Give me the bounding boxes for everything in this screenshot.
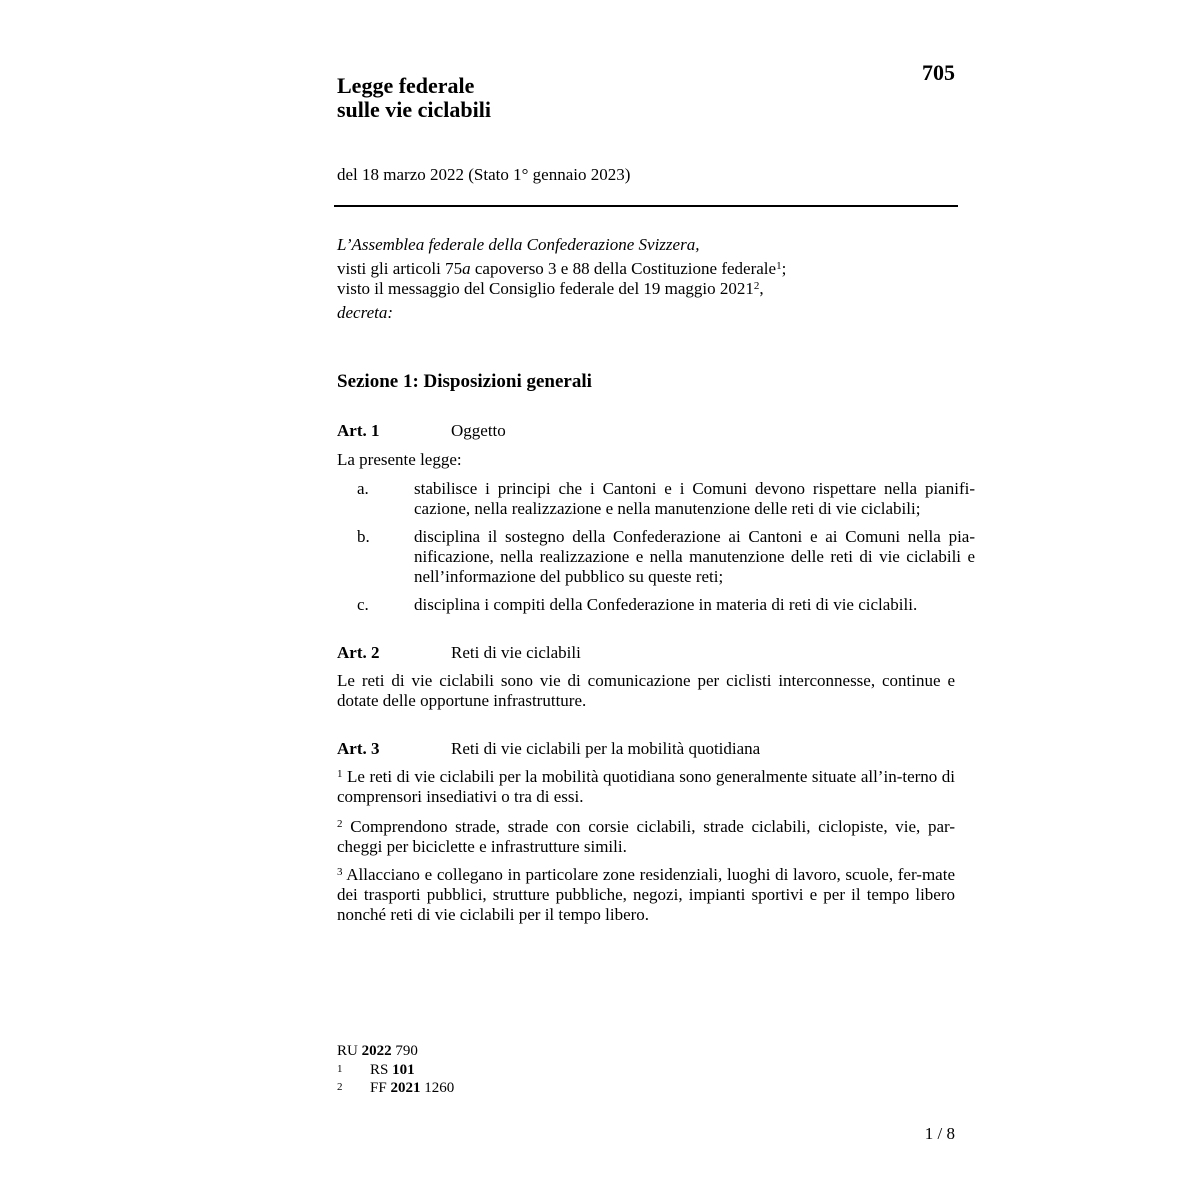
sr-number: 705 xyxy=(922,60,955,85)
footnote-number: 1 xyxy=(337,1063,343,1075)
header-divider xyxy=(334,205,958,207)
list-item-label: b. xyxy=(357,527,370,546)
title-line-2: sulle vie ciclabili xyxy=(337,97,491,122)
paragraph-number: 1 xyxy=(337,768,343,780)
art-1-number: Art. 1 xyxy=(337,421,380,440)
section-1-title: Sezione 1: Disposizioni generali xyxy=(337,371,592,392)
art-3-paragraph-2: $^2$ Comprendono strade, strade con corsie ciclabili, strade ciclabili, ciclopiste, vie, par-cheggi per biciclette e infrastrutture simili. xyxy=(337,817,956,856)
paragraph-number: 2 xyxy=(337,818,343,830)
preamble xyxy=(337,235,957,323)
art-1-intro: La presente legge: xyxy=(337,450,462,469)
preamble-line-2: visto il messaggio del Consiglio federale del 19 maggio 2021$^2$, xyxy=(337,279,764,298)
document-title xyxy=(337,74,491,122)
document-date: del 18 marzo 2022 (Stato 1° gennaio 2023) xyxy=(337,165,631,184)
art-3-title: Reti di vie ciclabili per la mobilità quotidiana xyxy=(451,739,761,758)
art-1-title: Oggetto xyxy=(451,421,506,440)
preamble-decreta: decreta: xyxy=(337,303,394,322)
art-3-number: Art. 3 xyxy=(337,739,380,758)
list-item-label: a. xyxy=(357,479,369,498)
art-2-text: Le reti di vie ciclabili sono vie di comunicazione per ciclisti interconnesse, continue e dotate delle opportune infrastrutture. xyxy=(337,671,955,710)
art-2-title: Reti di vie ciclabili xyxy=(451,643,581,662)
title-line-1: Legge federale xyxy=(337,73,475,98)
paragraph-number: 3 xyxy=(337,866,343,878)
footnote-ref-1[interactable]: 1 xyxy=(776,260,782,272)
footnote-ref-2[interactable]: 2 xyxy=(753,280,760,292)
list-item-text: disciplina il sostegno della Confederazione ai Cantoni e ai Comuni nella pia-nificazione, nella realizzazione e nella manutenzione delle reti di vie ciclabili e nell’informazione del pubblico su queste reti; xyxy=(414,527,975,586)
preamble-line-1: visti gli articoli 75a capoverso 3 e 88 della Costituzione federale$^1$; xyxy=(337,259,787,278)
art-3-paragraph-1: $^1$ Le reti di vie ciclabili per la mobilità quotidiana sono generalmente situate all’in-terno di comprensori insediativi o tra di essi. xyxy=(337,767,956,806)
list-item-text: stabilisce i principi che i Cantoni e i Comuni devono rispettare nella pianifi-cazione, nella realizzazione e nella manutenzione delle reti di vie ciclabili; xyxy=(414,479,975,518)
footnote-number: 2 xyxy=(337,1081,343,1093)
preamble-assembly: L’Assemblea federale della Confederazione Svizzera, xyxy=(337,235,700,254)
ru-reference: RU 2022 790 xyxy=(337,1043,418,1059)
list-item-label: c. xyxy=(357,595,369,614)
art-2-number: Art. 2 xyxy=(337,643,380,662)
page-number: 1 / 8 xyxy=(924,1124,955,1143)
list-item-text: disciplina i compiti della Confederazione in materia di reti di vie ciclabili. xyxy=(414,595,918,614)
art-3-paragraph-3: $^3$ Allacciano e collegano in particolare zone residenziali, luoghi di lavoro, scuole, fer-mate dei trasporti pubblici, strutture pubbliche, negozi, impianti sportivi e per il tempo libero nonché reti di vie ciclabili per il tempo libero. xyxy=(337,865,955,924)
